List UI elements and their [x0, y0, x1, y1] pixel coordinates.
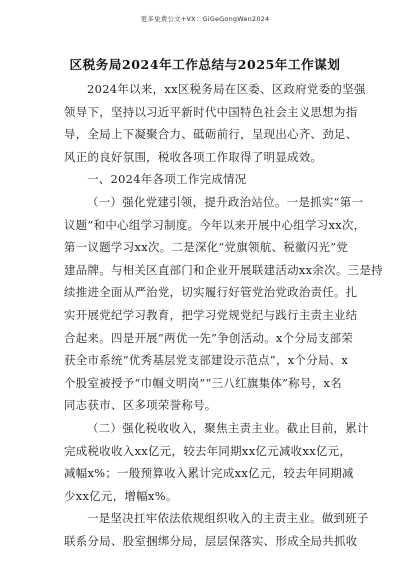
paragraph-line: 2024年以来，xx区税务局在区委、区政府党委的坚强: [87, 82, 366, 96]
paragraph-line: 少xx亿元，增幅x%。: [64, 488, 178, 503]
paragraph-line: 完成税收收入xx亿元，较去年同期xx亿元减收xx亿元，: [64, 443, 352, 458]
document-body: [64, 78, 383, 552]
paragraph-line: 联系分局、股室捆绑分局，层层保落实、形成全局共抓收: [64, 533, 358, 548]
paragraph-line: 领导下，坚持以习近平新时代中国特色社会主义思想为指: [64, 104, 358, 119]
header-banner: 更多免费公文+VX：GiGeGongWen2024: [140, 15, 270, 23]
paragraph-line: 同志获市、区多项荣誉称号。: [64, 398, 217, 413]
paragraph-line: 个股室被授予“巾帼文明岗”“三八红旗集体”称号，x名: [64, 375, 343, 390]
paragraph-line: 建品牌。与相关区直部门和企业开展联建活动xx余次。三是持: [64, 262, 383, 277]
paragraph-line: 第一议题学习xx次。二是深化“党旗领航、税徽闪光”党: [64, 240, 349, 255]
paragraph-line: 导，全局上下凝聚合力、砥砺前行，呈现出心齐、劲足、: [64, 127, 358, 142]
paragraph-line: 一是坚决扛牢依法依规组织收入的主责主业。做到班子: [87, 511, 369, 526]
section-heading: 一、2024年各项工作完成情况: [87, 172, 247, 187]
paragraph-line: 议题”和中心组学习制度。今年以来开展中心组学习xx次，: [64, 217, 366, 232]
paragraph-line: （二）强化税收收入，聚焦主责主业。截止目前，累计: [87, 420, 369, 435]
paragraph-line: 实开展党纪学习教育，把学习党规党纪与践行主责主业结: [64, 307, 358, 322]
paragraph-line: 续推进全面从严治党，切实履行好管党治党政治责任。扎: [64, 285, 358, 300]
paragraph-line: （一）强化党建引领，提升政治站位。一是抓实“第一: [87, 194, 364, 209]
paragraph-line: 获全市系统“优秀基层党支部建设示范点”，x个分局、x: [64, 353, 349, 368]
paragraph-line: 合起来。四是开展“两优一先”争创活动。x个分局支部荣: [64, 330, 354, 345]
paragraph-line: 减幅x%；一般预算收入累计完成xx亿元，较去年同期减: [64, 466, 354, 481]
paragraph-line: 风正的良好氛围，税收各项工作取得了明显成效。: [64, 149, 323, 164]
document-title: 区税务局2024年工作总结与2025年工作谋划: [69, 57, 341, 72]
